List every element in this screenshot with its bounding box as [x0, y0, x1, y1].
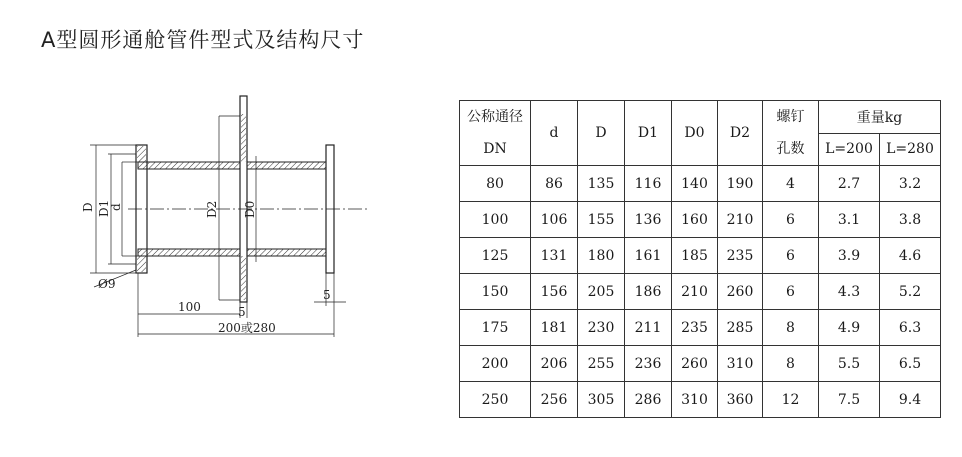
table-cell: 140 — [672, 166, 718, 202]
table-cell: 6.3 — [880, 310, 941, 346]
table-cell: 235 — [672, 310, 718, 346]
table-row — [460, 274, 941, 310]
table-cell: 185 — [672, 238, 718, 274]
table-cell: 6.5 — [880, 346, 941, 382]
table-cell: 3.1 — [819, 202, 880, 238]
header-dn-top: 公称通径 — [467, 109, 523, 125]
label-d: d — [109, 203, 123, 211]
header-d: d — [531, 101, 578, 166]
table-cell: 175 — [460, 310, 531, 346]
table-cell: 205 — [578, 274, 625, 310]
table-cell: 4.9 — [819, 310, 880, 346]
label-len5b: 5 — [323, 288, 331, 302]
header-D0: D0 — [672, 101, 718, 166]
table-cell: 286 — [625, 382, 672, 418]
table-cell: 310 — [718, 346, 763, 382]
label-D: D — [81, 202, 95, 212]
table-cell: 131 — [531, 238, 578, 274]
table-row — [460, 238, 941, 274]
table-cell: 200 — [460, 346, 531, 382]
table-cell: 260 — [718, 274, 763, 310]
table-cell: 250 — [460, 382, 531, 418]
table-cell: 180 — [578, 238, 625, 274]
table-cell: 135 — [578, 166, 625, 202]
table-cell: 80 — [460, 166, 531, 202]
table-cell: 161 — [625, 238, 672, 274]
header-bolt — [763, 101, 819, 166]
table-cell: 9.4 — [880, 382, 941, 418]
table-cell: 125 — [460, 238, 531, 274]
header-bolt-top: 螺钉 — [776, 109, 805, 125]
header-bolt-bottom: 孔数 — [776, 141, 805, 157]
label-hole: Ø9 — [98, 277, 116, 291]
table-cell: 230 — [578, 310, 625, 346]
table-cell: 2.7 — [819, 166, 880, 202]
label-len5: 5 — [238, 305, 246, 319]
table-cell: 3.8 — [880, 202, 941, 238]
table-cell: 235 — [718, 238, 763, 274]
table-cell: 160 — [672, 202, 718, 238]
table-row — [460, 382, 941, 418]
header-D2: D2 — [718, 101, 763, 166]
table-cell: 3.2 — [880, 166, 941, 202]
table-cell: 6 — [763, 274, 819, 310]
table-cell: 100 — [460, 202, 531, 238]
table-cell: 260 — [672, 346, 718, 382]
table-cell: 7.5 — [819, 382, 880, 418]
table-cell: 310 — [672, 382, 718, 418]
table-cell: 116 — [625, 166, 672, 202]
table-row — [460, 166, 941, 202]
table-cell: 106 — [531, 202, 578, 238]
table-cell: 86 — [531, 166, 578, 202]
table-cell: 181 — [531, 310, 578, 346]
pipe-wall-top — [138, 162, 334, 169]
table-cell: 186 — [625, 274, 672, 310]
spec-table — [459, 100, 941, 418]
table-cell: 4.3 — [819, 274, 880, 310]
table-cell: 3.9 — [819, 238, 880, 274]
table-cell: 305 — [578, 382, 625, 418]
table-cell: 236 — [625, 346, 672, 382]
table-cell: 206 — [531, 346, 578, 382]
table-cell: 12 — [763, 382, 819, 418]
table-cell: 4.6 — [880, 238, 941, 274]
header-weight-l280: L=280 — [880, 133, 941, 166]
header-D1: D1 — [625, 101, 672, 166]
page-title: A型圆形通舱管件型式及结构尺寸 — [41, 28, 365, 52]
table-cell: 5.5 — [819, 346, 880, 382]
table-cell: 210 — [718, 202, 763, 238]
table-cell: 8 — [763, 346, 819, 382]
header-D: D — [578, 101, 625, 166]
label-D2: D2 — [205, 200, 219, 218]
table-cell: 210 — [672, 274, 718, 310]
table-cell: 155 — [578, 202, 625, 238]
table-cell: 136 — [625, 202, 672, 238]
pipe-fitting-drawing — [78, 92, 368, 357]
label-len-total: 200或280 — [218, 321, 276, 335]
label-D0: D0 — [243, 200, 257, 218]
table-cell: 256 — [531, 382, 578, 418]
header-dn — [460, 101, 531, 166]
table-row — [460, 202, 941, 238]
header-dn-bottom: DN — [483, 141, 507, 157]
table-cell: 8 — [763, 310, 819, 346]
table-cell: 211 — [625, 310, 672, 346]
table-cell: 6 — [763, 238, 819, 274]
table-cell: 255 — [578, 346, 625, 382]
spec-table-body — [460, 166, 941, 418]
header-weight: 重量kg — [819, 101, 941, 134]
table-cell: 6 — [763, 202, 819, 238]
header-weight-l200: L=200 — [819, 133, 880, 166]
pipe-wall-bottom — [138, 249, 334, 256]
table-row — [460, 310, 941, 346]
table-cell: 285 — [718, 310, 763, 346]
table-cell: 190 — [718, 166, 763, 202]
table-row — [460, 346, 941, 382]
table-cell: 5.2 — [880, 274, 941, 310]
table-cell: 156 — [531, 274, 578, 310]
table-cell: 150 — [460, 274, 531, 310]
table-cell: 360 — [718, 382, 763, 418]
label-len100: 100 — [178, 300, 201, 314]
table-cell: 4 — [763, 166, 819, 202]
label-D1: D1 — [97, 199, 111, 217]
